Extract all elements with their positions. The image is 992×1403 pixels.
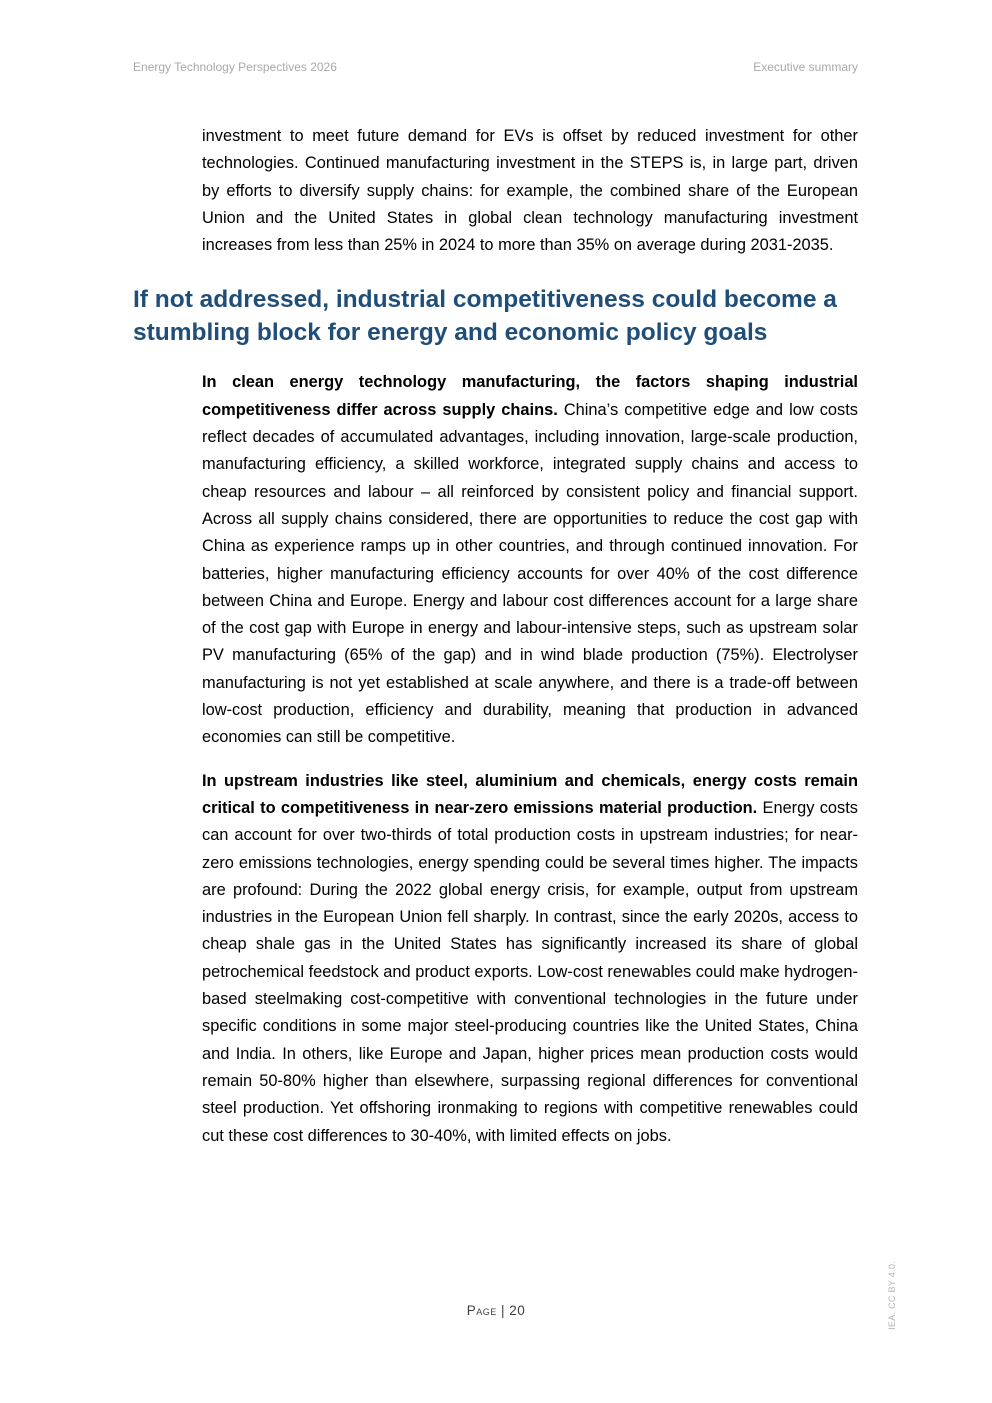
paragraph-body-text: Energy costs can account for over two-thirds of total production costs in upstream industries; for near-zero emissions technologies, energy spending could be several times higher. The impacts are profound: During the 2022 global energy crisis, for example, output from upstream industries in the European Union fell sharply. In contrast, since the early 2020s, access to cheap shale gas in the United States has significantly increased its share of global petrochemical feedstock and product exports. Low-cost renewables could make hydrogen-based steelmaking cost-competitive with conventional technologies in the future under specific conditions in some major steel-producing countries like the United States, China and India. In others, like Europe and Japan, higher prices mean production costs would remain 50-80% higher than elsewhere, surpassing regional differences for conventional steel production. Yet offshoring ironmaking to regions with competitive renewables could cut these cost differences to 30-40%, with limited effects on jobs. [202, 798, 858, 1145]
header-document-title: Energy Technology Perspectives 2026 [133, 60, 337, 74]
license-side-note: IEA. CC BY 4.0. [887, 1261, 897, 1330]
paragraph-body-text: China’s competitive edge and low costs reflect decades of accumulated advantages, including innovation, large-scale production, manufacturing efficiency, a skilled workforce, integrated supply chains and access to cheap resources and labour – all reinforced by consistent policy and financial support. Across all supply chains considered, there are opportunities to reduce the cost gap with China as experience ramps up in other countries, and through continued innovation. For batteries, higher manufacturing efficiency accounts for over 40% of the cost difference between China and Europe. Energy and labour cost differences account for a large share of the cost gap with Europe in energy and labour-intensive steps, such as upstream solar PV manufacturing (65% of the gap) and in wind blade production (75%). Electrolyser manufacturing is not yet established at scale anywhere, and there is a trade-off between low-cost production, efficiency and durability, meaning that production in advanced economies can still be competitive. [202, 400, 858, 747]
section-heading: If not addressed, industrial competitiveness could become a stumbling block for energy and economic policy goals [133, 286, 837, 347]
body-paragraph [202, 768, 858, 1150]
page-content [133, 123, 858, 1166]
paragraph-bold-lead: In upstream industries like steel, aluminium and chemicals, energy costs remain critical to competitiveness in near-zero emissions material production. [202, 771, 858, 817]
intro-paragraph: investment to meet future demand for EVs is offset by reduced investment for other technologies. Continued manufacturing investment in the STEPS is, in large part, driven by efforts to diversify supply chains: for example, the combined share of the European Union and the United States in global clean technology manufacturing investment increases from less than 25% in 2024 to more than 35% on average during 2031-2035. [202, 127, 858, 255]
running-header [133, 60, 858, 75]
page-number-footer: Page | 20 [466, 1303, 526, 1318]
header-section-title: Executive summary [753, 60, 858, 74]
paragraph-bold-lead: In clean energy technology manufacturing, the factors shaping industrial competitiveness differ across supply chains. [202, 373, 858, 419]
body-paragraph [202, 369, 858, 751]
